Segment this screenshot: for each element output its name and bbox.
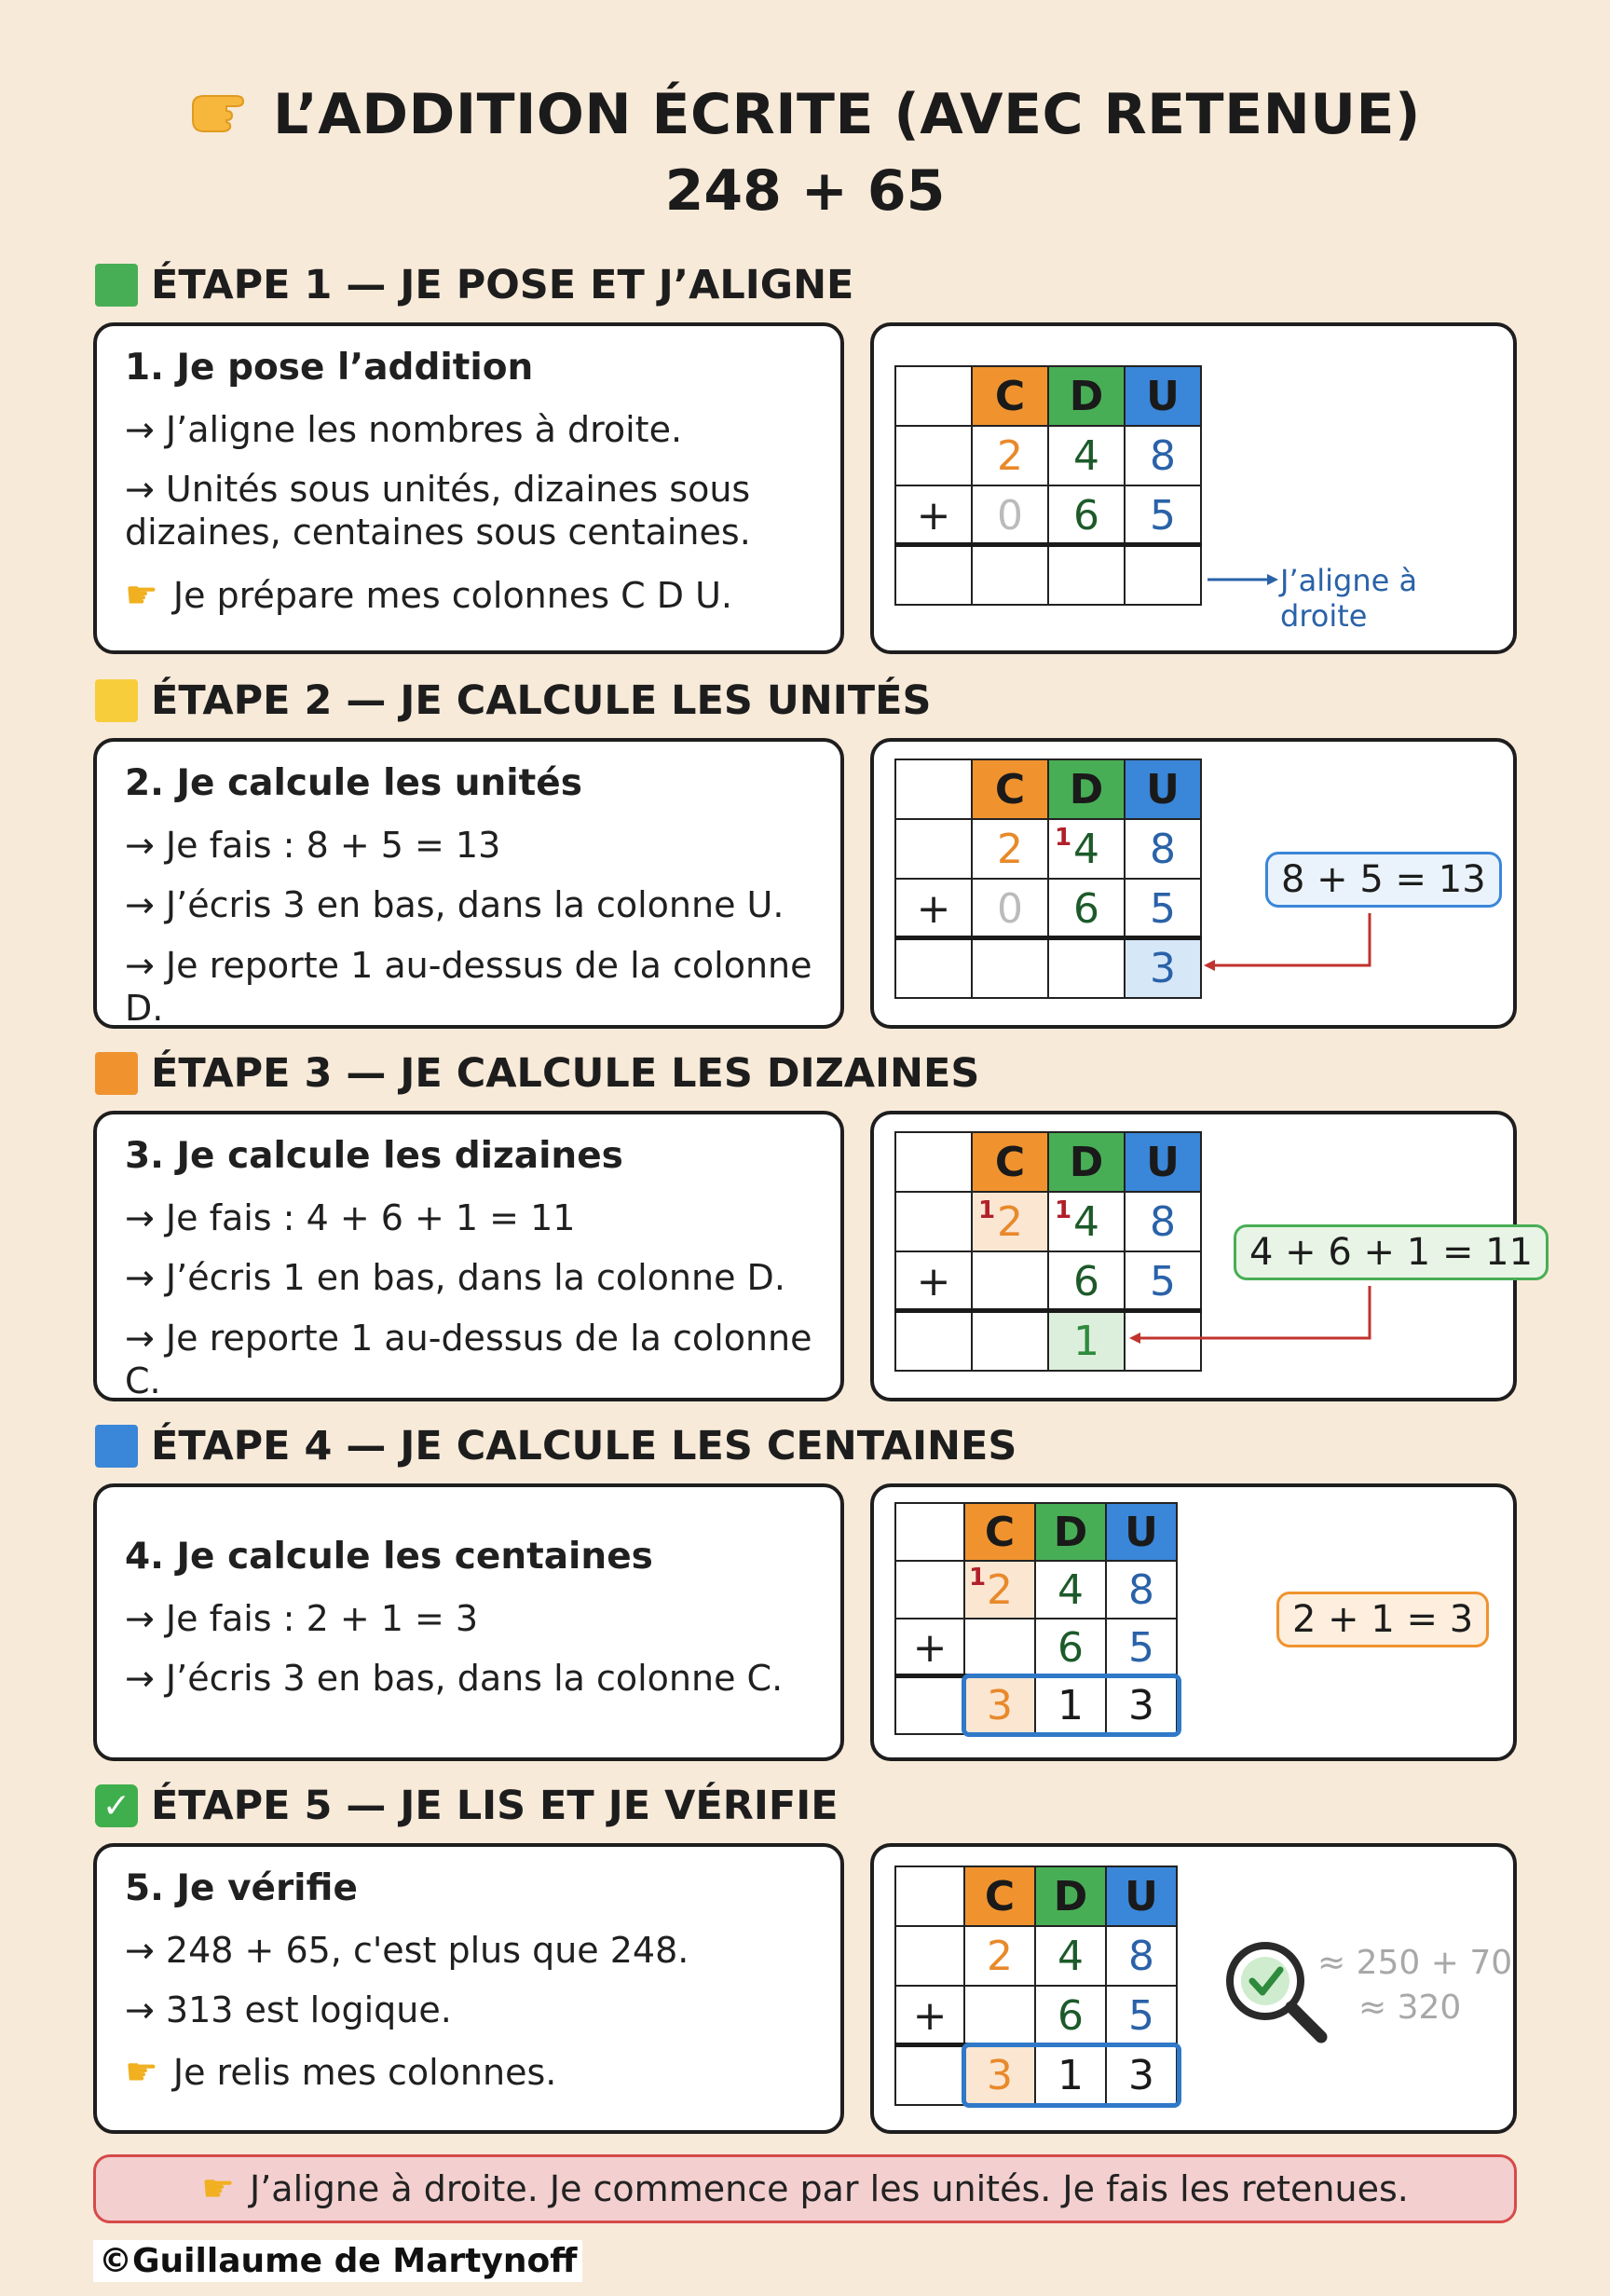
summary-banner [93, 2154, 1517, 2223]
green-square-icon [95, 264, 138, 307]
blue-square-icon [95, 1425, 138, 1468]
header-u: U [1105, 1866, 1178, 1927]
header-d: D [1047, 1131, 1126, 1193]
header-u: U [1105, 1502, 1178, 1562]
result-d: 1 [1034, 1675, 1107, 1735]
header-c: C [963, 1502, 1036, 1562]
step-5-line-2: → 313 est logique. [125, 1989, 452, 2031]
pointing-hand-icon: ☛ [125, 2050, 158, 2094]
step-4-line-1: → Je fais : 2 + 1 = 3 [125, 1597, 479, 1639]
plus-sign: + [894, 1250, 973, 1312]
result-u: 3 [1105, 1675, 1178, 1735]
summary-text: J’aligne à droite. Je commence par les unités. Je fais les retenues. [250, 2168, 1409, 2209]
digit-d: 6 [1034, 1985, 1107, 2046]
digit-c: 2 [963, 1560, 1036, 1620]
digit-c: 2 [971, 1191, 1049, 1252]
magnifier-check-icon [1221, 1936, 1332, 2048]
digit-c: 0 [971, 485, 1049, 546]
step-5-text-card [93, 1843, 844, 2134]
step-5-line-3: ☛ Je relis mes colonnes. [125, 2050, 557, 2094]
digit-c [971, 1250, 1049, 1312]
step-3-figure-card [870, 1111, 1534, 1401]
digit-u: 8 [1124, 1191, 1202, 1252]
pointing-hand-icon: ☛ [125, 573, 158, 617]
header-d: D [1034, 1502, 1107, 1562]
plus-sign: + [894, 485, 973, 546]
equation-box: 4 + 6 + 1 = 11 [1234, 1224, 1549, 1280]
page-title [0, 82, 1610, 148]
header-c: C [971, 758, 1049, 820]
step-2-line-2: → J’écris 3 en bas, dans la colonne U. [125, 884, 785, 926]
step-3-text-card [93, 1111, 844, 1401]
header-c: C [971, 1131, 1049, 1193]
estimate-line-2: ≈ 320 [1358, 1988, 1462, 2027]
step-4-title: 4. Je calcule les centaines [125, 1536, 653, 1578]
carry-c: 1 [969, 1564, 987, 1592]
pointing-hand-icon: ☛ [201, 2167, 235, 2210]
sum-line [894, 936, 1202, 940]
digit-u: 5 [1124, 878, 1202, 939]
step-5-line-1: → 248 + 65, c'est plus que 248. [125, 1929, 689, 1971]
digit-d: 4 [1034, 1560, 1107, 1620]
arrow-right-icon [1206, 570, 1280, 589]
step-4-figure-card [870, 1483, 1517, 1761]
header-c: C [971, 365, 1049, 427]
digit-c: 2 [971, 818, 1049, 880]
step-4-heading: ÉTAPE 4 — JE CALCULE LES CENTAINES [95, 1422, 1016, 1470]
align-note: J’aligne à droite [1280, 563, 1418, 634]
header-u: U [1124, 1131, 1202, 1193]
digit-c: 2 [971, 425, 1049, 486]
step-4-line-2: → J’écris 3 en bas, dans la colonne C. [125, 1658, 784, 1700]
digit-d: 4 [1047, 818, 1126, 880]
carry-d: 1 [1055, 824, 1072, 852]
step-1-line-3: ☛ Je prépare mes colonnes C D U. [125, 573, 732, 617]
digit-d: 6 [1047, 485, 1126, 546]
digit-c: 2 [963, 1925, 1036, 1987]
step-1-line-1: → J’aligne les nombres à droite. [125, 408, 683, 450]
step-1-text-card [93, 322, 844, 654]
step-3-title: 3. Je calcule les dizaines [125, 1135, 623, 1177]
result-d: 1 [1034, 2044, 1107, 2106]
digit-u: 8 [1124, 818, 1202, 880]
result-frame [962, 2043, 1181, 2108]
estimate-line-1: ≈ 250 + 70 [1317, 1944, 1513, 1982]
equation-box: 8 + 5 = 13 [1265, 852, 1502, 908]
step-3-line-3: → Je reporte 1 au-dessus de la colonne C. [125, 1317, 812, 1401]
header-d: D [1034, 1866, 1107, 1927]
header-u: U [1124, 365, 1202, 427]
plus-sign: + [894, 878, 973, 939]
orange-square-icon [95, 1052, 138, 1095]
carry-c: 1 [978, 1196, 996, 1224]
header-c: C [963, 1866, 1036, 1927]
result-u: 3 [1105, 2044, 1178, 2106]
step-5-heading: ✓ ÉTAPE 5 — JE LIS ET JE VÉRIFIE [95, 1782, 839, 1830]
copyright: ©Guillaume de Martynoff [93, 2240, 582, 2282]
header-d: D [1047, 758, 1126, 820]
step-5-figure-card [870, 1843, 1517, 2134]
carry-d: 1 [1055, 1196, 1072, 1224]
step-3-line-1: → Je fais : 4 + 6 + 1 = 11 [125, 1196, 576, 1238]
digit-u: 5 [1105, 1985, 1178, 2046]
header-d: D [1047, 365, 1126, 427]
step-1-title: 1. Je pose l’addition [125, 347, 534, 389]
checkmark-icon: ✓ [95, 1784, 138, 1827]
result-frame [962, 1674, 1181, 1737]
digit-u: 8 [1105, 1925, 1178, 1987]
step-3-line-2: → J’écris 1 en bas, dans la colonne D. [125, 1257, 785, 1299]
result-c: 3 [963, 2044, 1036, 2106]
digit-c: 0 [971, 878, 1049, 939]
step-4-text-card [93, 1483, 844, 1761]
digit-u: 5 [1105, 1618, 1178, 1677]
step-3-heading: ÉTAPE 3 — JE CALCULE LES DIZAINES [95, 1049, 979, 1098]
result-d: 1 [1047, 1310, 1126, 1372]
sum-line [894, 542, 1202, 547]
step-2-title: 2. Je calcule les unités [125, 762, 582, 804]
digit-u: 5 [1124, 1250, 1202, 1312]
step-2-heading: ÉTAPE 2 — JE CALCULE LES UNITÉS [95, 676, 931, 725]
step-2-line-3: → Je reporte 1 au-dessus de la colonne D. [125, 944, 812, 1029]
step-2-text-card [93, 738, 844, 1029]
digit-u: 8 [1124, 425, 1202, 486]
yellow-square-icon [95, 679, 138, 722]
arrow-left-icon [1126, 1282, 1386, 1357]
result-u: 3 [1124, 937, 1202, 999]
digit-u: 8 [1105, 1560, 1178, 1620]
title-text: L’ADDITION ÉCRITE (AVEC RETENUE) [273, 82, 1421, 147]
digit-d: 6 [1047, 878, 1126, 939]
digit-d: 6 [1047, 1250, 1126, 1312]
step-2-figure-card [870, 738, 1517, 1029]
step-1-figure-card [870, 322, 1517, 654]
step-2-line-1: → Je fais : 8 + 5 = 13 [125, 824, 501, 866]
step-1-line-2: → Unités sous unités, dizaines sous dizaines, centaines sous centaines. [125, 469, 751, 553]
pointing-hand-icon [189, 88, 254, 148]
step-5-title: 5. Je vérifie [125, 1867, 358, 1909]
result-c: 3 [963, 1675, 1036, 1735]
digit-d: 4 [1047, 1191, 1126, 1252]
arrow-left-icon [1200, 909, 1386, 984]
digit-d: 6 [1034, 1618, 1107, 1677]
digit-d: 4 [1047, 425, 1126, 486]
digit-d: 4 [1034, 1925, 1107, 1987]
digit-u: 5 [1124, 485, 1202, 546]
plus-sign: + [894, 1985, 965, 2046]
page-subtitle: 248 + 65 [664, 158, 946, 224]
step-1-heading: ÉTAPE 1 — JE POSE ET J’ALIGNE [95, 261, 853, 309]
digit-c [963, 1618, 1036, 1677]
equation-box: 2 + 1 = 3 [1276, 1592, 1489, 1647]
plus-sign: + [894, 1618, 965, 1677]
digit-c [963, 1985, 1036, 2046]
header-u: U [1124, 758, 1202, 820]
